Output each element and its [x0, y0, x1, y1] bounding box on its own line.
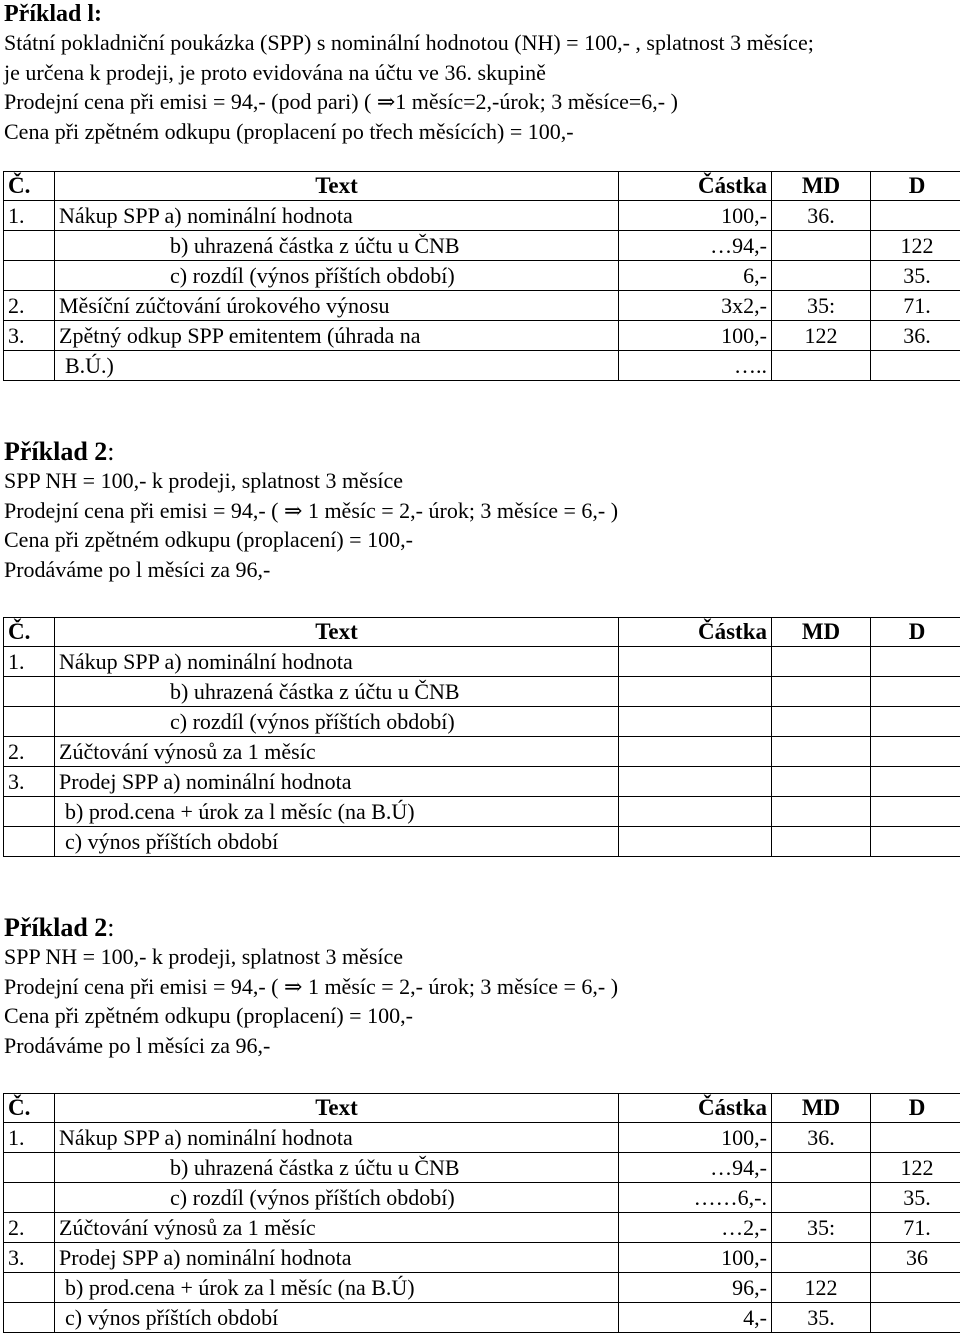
cell-amount: 3x2,-: [619, 291, 772, 321]
cell-no: [4, 1303, 55, 1333]
cell-d: [871, 767, 960, 797]
cell-text: b) prod.cena + úrok za l měsíc (na B.Ú): [55, 1273, 619, 1303]
cell-no: [4, 1273, 55, 1303]
cell-amount: …94,-: [619, 231, 772, 261]
cell-text: Prodej SPP a) nominální hodnota: [55, 767, 619, 797]
cell-amount: [619, 797, 772, 827]
table-row: [4, 1123, 960, 1153]
cell-amount: …94,-: [619, 1153, 772, 1183]
table-header-row: [4, 172, 960, 201]
cell-text: c) výnos příštích období: [55, 1303, 619, 1333]
example-3-line: Prodáváme po l měsíci za 96,-: [4, 1031, 956, 1061]
cell-d: [871, 797, 960, 827]
example-1-line: Prodejní cena při emisi = 94,- (pod pari) ( ⇒1 měsíc=2,-úrok; 3 měsíce=6,- ): [4, 87, 956, 117]
table-header-row: [4, 1094, 960, 1123]
example-2-line: Cena při zpětném odkupu (proplacení) = 100,-: [4, 525, 956, 555]
col-header-text: Text: [55, 172, 619, 201]
cell-text: Zúčtování výnosů za 1 měsíc: [55, 737, 619, 767]
cell-d: [871, 201, 960, 231]
cell-d: 35.: [871, 1183, 960, 1213]
example-3-line: SPP NH = 100,- k prodeji, splatnost 3 měsíce: [4, 942, 956, 972]
col-header-d: D: [871, 1094, 960, 1123]
cell-d: [871, 827, 960, 857]
cell-d: [871, 647, 960, 677]
cell-no: 1.: [4, 201, 55, 231]
example-2-heading: [4, 438, 956, 466]
cell-d: 122: [871, 1153, 960, 1183]
col-header-md: MD: [772, 172, 871, 201]
table-row: [4, 647, 960, 677]
cell-no: 2.: [4, 291, 55, 321]
table-row: [4, 677, 960, 707]
cell-md: [772, 677, 871, 707]
cell-amount: 100,-: [619, 1123, 772, 1153]
cell-text: Nákup SPP a) nominální hodnota: [55, 201, 619, 231]
cell-amount: [619, 647, 772, 677]
col-header-no: Č.: [4, 1094, 55, 1123]
col-header-amount: Částka: [619, 1094, 772, 1123]
cell-amount: 96,-: [619, 1273, 772, 1303]
cell-amount: 100,-: [619, 1243, 772, 1273]
cell-text: B.Ú.): [55, 351, 619, 381]
cell-no: [4, 827, 55, 857]
example-3-heading-text: Příklad 2: [4, 913, 107, 942]
cell-amount: ……6,-.: [619, 1183, 772, 1213]
table-row: [4, 1273, 960, 1303]
cell-text: b) uhrazená částka z účtu u ČNB: [55, 677, 619, 707]
cell-md: 35:: [772, 1213, 871, 1243]
cell-text: c) rozdíl (výnos příštích období): [55, 261, 619, 291]
cell-md: [772, 231, 871, 261]
cell-no: 3.: [4, 1243, 55, 1273]
table-row: [4, 767, 960, 797]
table-row: [4, 1153, 960, 1183]
table-row: [4, 261, 960, 291]
cell-amount: 100,-: [619, 201, 772, 231]
cell-d: 35.: [871, 261, 960, 291]
cell-no: [4, 231, 55, 261]
cell-md: [772, 1243, 871, 1273]
cell-no: [4, 1183, 55, 1213]
example-2-heading-text: Příklad 2: [4, 437, 107, 466]
example-1-line: Cena při zpětném odkupu (proplacení po třech měsících) = 100,-: [4, 117, 956, 147]
table-header-row: [4, 618, 960, 647]
example-2-line: SPP NH = 100,- k prodeji, splatnost 3 měsíce: [4, 466, 956, 496]
cell-text: Zpětný odkup SPP emitentem (úhrada na: [55, 321, 619, 351]
cell-amount: [619, 677, 772, 707]
cell-no: 2.: [4, 737, 55, 767]
table-row: [4, 827, 960, 857]
cell-no: 3.: [4, 321, 55, 351]
example-1-heading: Příklad l:: [4, 0, 956, 28]
cell-d: [871, 351, 960, 381]
cell-d: [871, 1303, 960, 1333]
cell-text: c) výnos příštích období: [55, 827, 619, 857]
cell-md: [772, 707, 871, 737]
cell-d: [871, 1123, 960, 1153]
table-row: [4, 201, 960, 231]
table-row: [4, 797, 960, 827]
cell-md: [772, 261, 871, 291]
example-1-table: [3, 171, 960, 381]
cell-text: Nákup SPP a) nominální hodnota: [55, 647, 619, 677]
example-2-line: Prodáváme po l měsíci za 96,-: [4, 555, 956, 585]
cell-amount: …2,-: [619, 1213, 772, 1243]
cell-d: 36.: [871, 321, 960, 351]
cell-no: [4, 677, 55, 707]
cell-md: [772, 1153, 871, 1183]
example-3-line: Cena při zpětném odkupu (proplacení) = 100,-: [4, 1001, 956, 1031]
example-2: [4, 438, 956, 584]
table-row: [4, 1183, 960, 1213]
cell-md: 36.: [772, 1123, 871, 1153]
cell-md: [772, 737, 871, 767]
cell-amount: [619, 827, 772, 857]
cell-md: 122: [772, 1273, 871, 1303]
example-1-line: je určena k prodeji, je proto evidována na účtu ve 36. skupině: [4, 58, 956, 88]
example-3-table-wrap: [3, 1093, 955, 1333]
example-1-table-wrap: [3, 171, 955, 381]
cell-no: [4, 1153, 55, 1183]
cell-text: Zúčtování výnosů za 1 měsíc: [55, 1213, 619, 1243]
table-row: [4, 351, 960, 381]
cell-md: [772, 351, 871, 381]
cell-d: [871, 707, 960, 737]
cell-no: [4, 351, 55, 381]
col-header-text: Text: [55, 1094, 619, 1123]
table-row: [4, 291, 960, 321]
cell-amount: [619, 707, 772, 737]
example-3-heading-colon: :: [107, 913, 114, 942]
table-row: [4, 1213, 960, 1243]
cell-text: Prodej SPP a) nominální hodnota: [55, 1243, 619, 1273]
cell-md: 35.: [772, 1303, 871, 1333]
cell-text: b) uhrazená částka z účtu u ČNB: [55, 231, 619, 261]
col-header-text: Text: [55, 618, 619, 647]
col-header-md: MD: [772, 1094, 871, 1123]
cell-text: Měsíční zúčtování úrokového výnosu: [55, 291, 619, 321]
col-header-no: Č.: [4, 172, 55, 201]
example-3-line: Prodejní cena při emisi = 94,- ( ⇒ 1 měsíc = 2,- úrok; 3 měsíce = 6,- ): [4, 972, 956, 1002]
cell-amount: [619, 737, 772, 767]
cell-d: [871, 1273, 960, 1303]
cell-text: Nákup SPP a) nominální hodnota: [55, 1123, 619, 1153]
cell-amount: 4,-: [619, 1303, 772, 1333]
cell-no: [4, 797, 55, 827]
cell-text: b) uhrazená částka z účtu u ČNB: [55, 1153, 619, 1183]
example-2-heading-colon: :: [107, 437, 114, 466]
col-header-d: D: [871, 172, 960, 201]
col-header-amount: Částka: [619, 172, 772, 201]
cell-text: c) rozdíl (výnos příštích období): [55, 707, 619, 737]
table-row: [4, 231, 960, 261]
cell-md: 36.: [772, 201, 871, 231]
table-row: [4, 1243, 960, 1273]
cell-md: [772, 647, 871, 677]
col-header-no: Č.: [4, 618, 55, 647]
cell-no: 3.: [4, 767, 55, 797]
cell-md: 35:: [772, 291, 871, 321]
col-header-amount: Částka: [619, 618, 772, 647]
cell-md: [772, 797, 871, 827]
example-3-heading: [4, 914, 956, 942]
cell-md: 122: [772, 321, 871, 351]
cell-d: 71.: [871, 291, 960, 321]
cell-md: [772, 767, 871, 797]
cell-amount: 6,-: [619, 261, 772, 291]
cell-no: 2.: [4, 1213, 55, 1243]
table-row: [4, 321, 960, 351]
example-3: [4, 914, 956, 1060]
table-row: [4, 707, 960, 737]
example-2-line: Prodejní cena při emisi = 94,- ( ⇒ 1 měsíc = 2,- úrok; 3 měsíce = 6,- ): [4, 496, 956, 526]
cell-no: [4, 261, 55, 291]
cell-amount: 100,-: [619, 321, 772, 351]
cell-md: [772, 1183, 871, 1213]
cell-d: 71.: [871, 1213, 960, 1243]
cell-no: 1.: [4, 1123, 55, 1153]
cell-no: 1.: [4, 647, 55, 677]
cell-d: [871, 677, 960, 707]
table-row: [4, 737, 960, 767]
cell-d: 36: [871, 1243, 960, 1273]
col-header-md: MD: [772, 618, 871, 647]
example-2-table: [3, 617, 960, 857]
cell-amount: …..: [619, 351, 772, 381]
cell-d: 122: [871, 231, 960, 261]
cell-text: c) rozdíl (výnos příštích období): [55, 1183, 619, 1213]
cell-no: [4, 707, 55, 737]
cell-d: [871, 737, 960, 767]
cell-amount: [619, 767, 772, 797]
col-header-d: D: [871, 618, 960, 647]
cell-md: [772, 827, 871, 857]
example-1-line: Státní pokladniční poukázka (SPP) s nominální hodnotou (NH) = 100,- , splatnost 3 měsíce;: [4, 28, 956, 58]
cell-text: b) prod.cena + úrok za l měsíc (na B.Ú): [55, 797, 619, 827]
table-row: [4, 1303, 960, 1333]
example-2-table-wrap: [3, 617, 955, 857]
example-1: [4, 0, 956, 146]
example-3-table: [3, 1093, 960, 1333]
